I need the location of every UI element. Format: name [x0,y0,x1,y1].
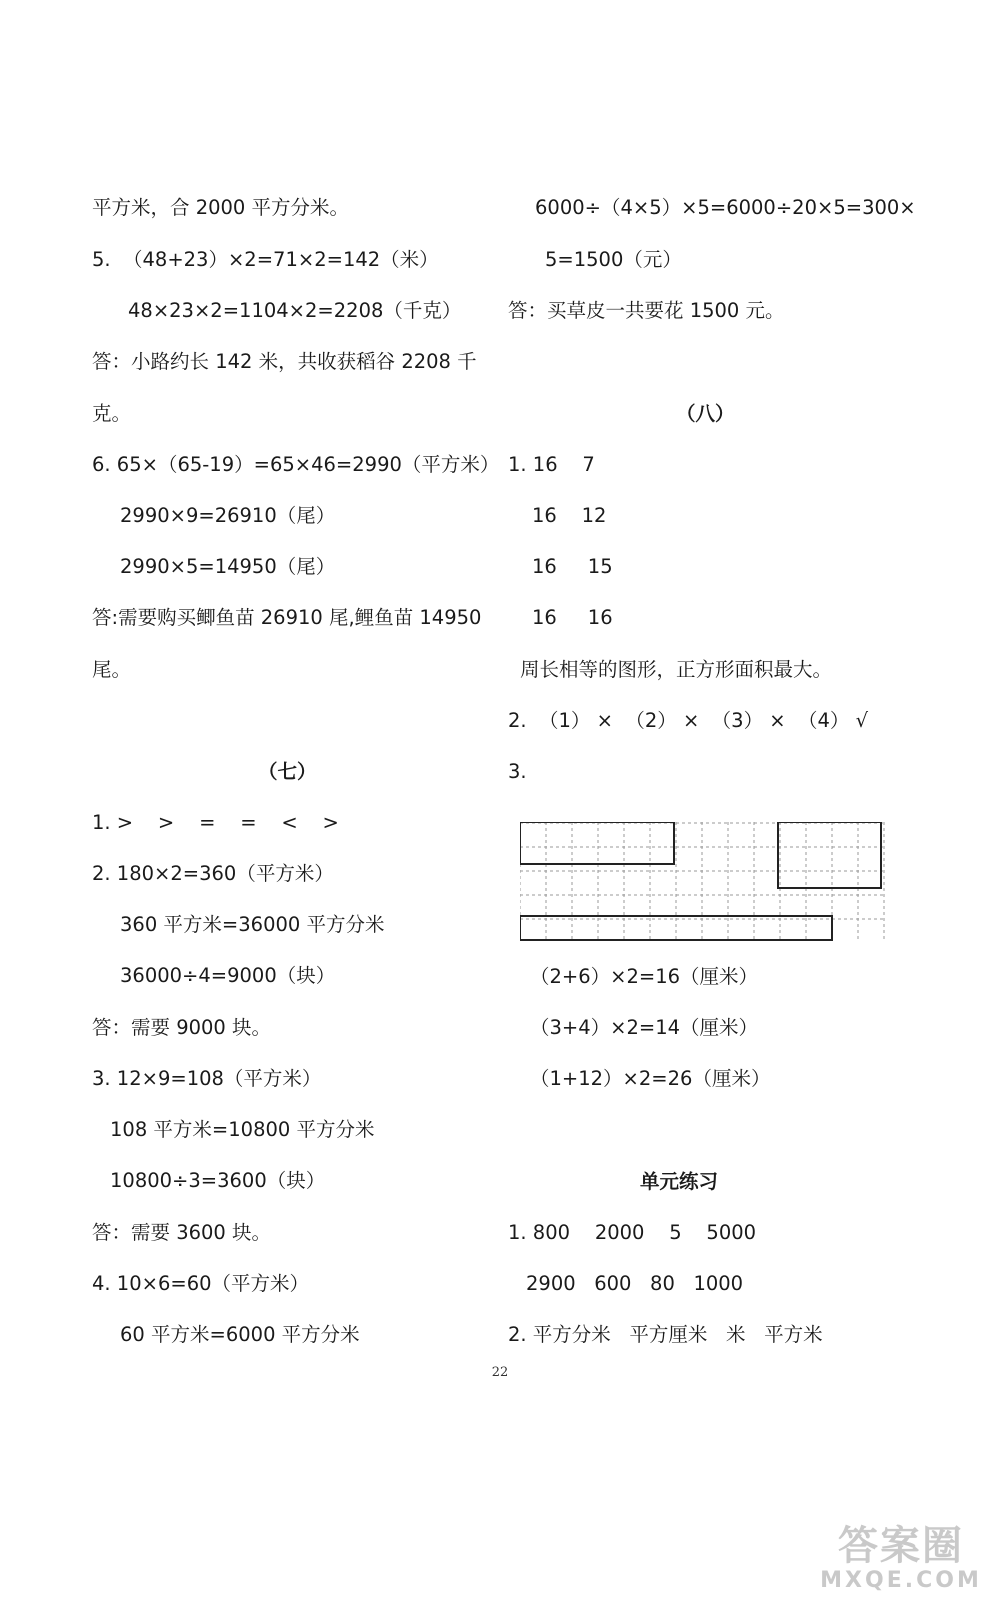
rectangle-grid-figure [520,822,886,948]
answer-line: 3. 12×9=108（平方米） [92,1067,322,1090]
answer-line: 答：需要 9000 块。 [92,1016,272,1039]
answer-line: 1. 16 7 [508,453,595,476]
answer-line: 答：小路约长 142 米，共收获稻谷 2208 千 [92,350,477,373]
answer-line: 答：需要 3600 块。 [92,1221,272,1244]
answer-line: 尾。 [92,658,132,681]
answer-line: 360 平方米=36000 平方分米 [120,913,385,936]
section-title: （七） [258,760,317,783]
answer-line: 10800÷3=3600（块） [110,1169,326,1192]
answer-line: （1+12）×2=26（厘米） [530,1067,771,1090]
answer-line: 1. 800 2000 5 5000 [508,1221,757,1244]
answer-line: 16 12 [532,504,607,527]
answer-line: 答:需要购买鲫鱼苗 26910 尾,鲤鱼苗 14950 [92,606,482,629]
answer-line: 6. 65×（65-19）=65×46=2990（平方米） [92,453,500,476]
answer-line: 2900 600 80 1000 [526,1272,744,1295]
answer-line: 5=1500（元） [545,248,682,271]
rectangle-2x6 [520,822,674,864]
answer-line: 6000÷（4×5）×5=6000÷20×5=300× [535,196,916,219]
answer-line: 36000÷4=9000（块） [120,964,336,987]
answer-line: 108 平方米=10800 平方分米 [110,1118,375,1141]
dashed-grid [520,822,884,942]
answer-line: （3+4）×2=14（厘米） [530,1016,759,1039]
answer-line: 2. 平方分米 平方厘米 米 平方米 [508,1323,823,1346]
answer-line: 3. [508,760,527,783]
answer-line: 60 平方米=6000 平方分米 [120,1323,360,1346]
answer-line: 周长相等的图形，正方形面积最大。 [520,658,833,681]
answer-line: 平方米，合 2000 平方分米。 [92,196,350,219]
page-number: 22 [491,1365,509,1380]
answer-line: 克。 [92,402,132,425]
answer-line: 16 16 [532,606,613,629]
answer-line: 1. > > = = < > [92,811,339,834]
answer-line: （2+6）×2=16（厘米） [530,965,759,988]
watermark-top-text: 答案圈 [838,1523,964,1569]
grid-diagram [520,822,886,944]
rectangle-3x4 [778,822,881,888]
answer-line: 2990×5=14950（尾） [120,555,336,578]
watermark-bottom-text: MXQE.COM [820,1568,982,1593]
answer-line: 2. （1） × （2） × （3） × （4） √ [508,709,869,732]
answer-line: 16 15 [532,555,613,578]
answer-line: 2. 180×2=360（平方米） [92,862,334,885]
answer-line: 5. （48+23）×2=71×2=142（米） [92,248,439,271]
answer-line: 4. 10×6=60（平方米） [92,1272,310,1295]
section-title: （八） [676,402,735,425]
section-title: 单元练习 [640,1170,719,1193]
answer-line: 2990×9=26910（尾） [120,504,336,527]
answer-line: 48×23×2=1104×2=2208（千克） [128,299,462,322]
watermark-logo [816,1523,986,1595]
answer-line: 答：买草皮一共要花 1500 元。 [508,299,785,322]
